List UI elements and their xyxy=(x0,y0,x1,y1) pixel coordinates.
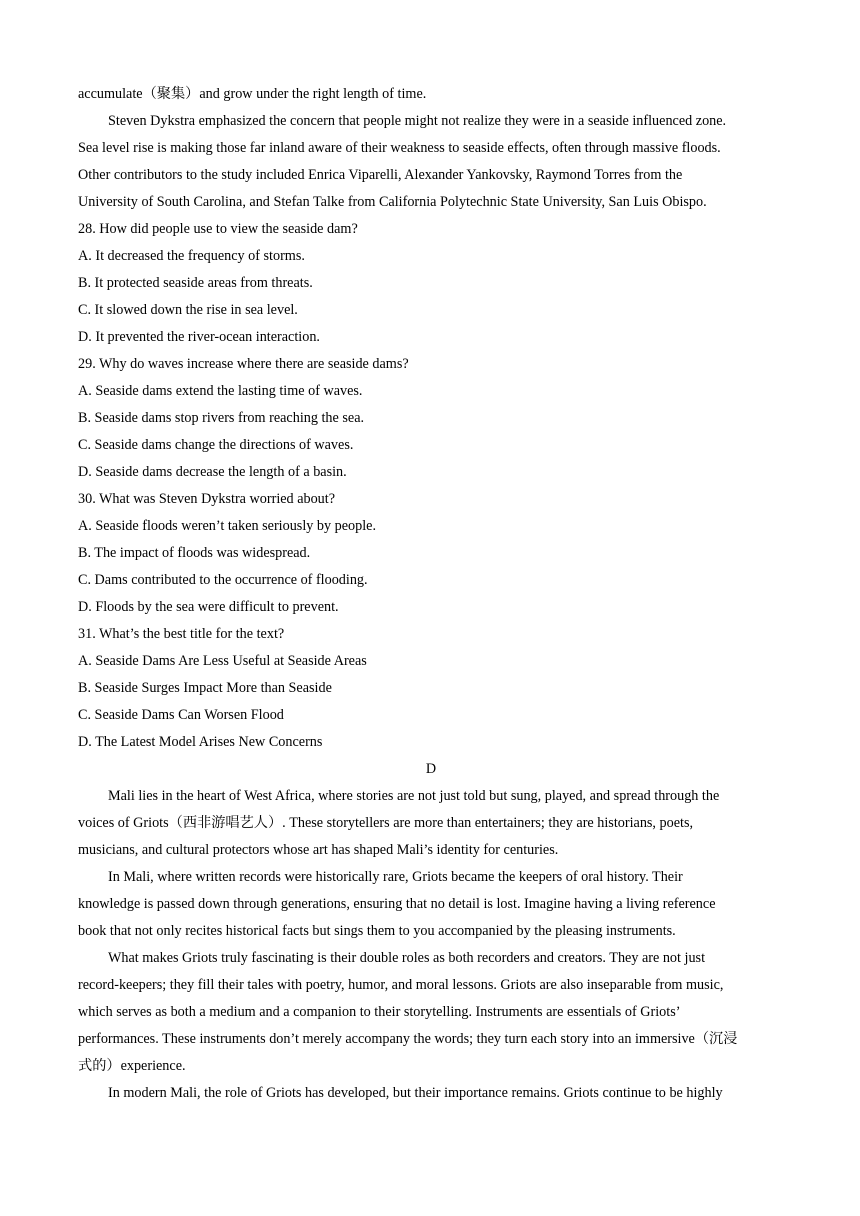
option-a: A. It decreased the frequency of storms. xyxy=(78,248,305,264)
option-b: B. Seaside dams stop rivers from reaching the sea. xyxy=(78,410,365,426)
option-d: D. Floods by the sea were difficult to prevent. xyxy=(78,599,339,615)
passage-d-paragraph-1 xyxy=(78,783,784,864)
paragraph-line: book that not only recites historical facts but sings them to you accompanied by the pleasing instruments. xyxy=(78,923,676,939)
paragraph-line: Mali lies in the heart of West Africa, where stories are not just told but sung, played, and spread through the xyxy=(108,788,720,804)
paragraph-line: 式的）experience. xyxy=(78,1058,186,1074)
paragraph-line: In Mali, where written records were historically rare, Griots became the keepers of oral history. Their xyxy=(108,869,683,885)
paragraph-line: record-keepers; they fill their tales with poetry, humor, and moral lessons. Griots are also inseparable from music, xyxy=(78,977,724,993)
option-b: B. It protected seaside areas from threats. xyxy=(78,275,313,291)
paragraph-line: Other contributors to the study included Enrica Viparelli, Alexander Yankovsky, Raymond Torres from the xyxy=(78,167,683,183)
passage-c-paragraph xyxy=(78,108,784,216)
paragraph-line: What makes Griots truly fascinating is their double roles as both recorders and creators. They are not just xyxy=(108,950,706,966)
option-b: B. Seaside Surges Impact More than Seaside xyxy=(78,680,332,696)
paragraph-line: musicians, and cultural protectors whose art has shaped Mali’s identity for centuries. xyxy=(78,842,559,858)
paragraph-line: voices of Griots（西非游唱艺人）. These storytellers are more than entertainers; they are historians, poets, xyxy=(78,815,694,831)
question-31 xyxy=(78,621,784,756)
question-stem: 30. What was Steven Dykstra worried about? xyxy=(78,491,336,507)
paragraph-line: which serves as both a medium and a companion to their storytelling. Instruments are essentials of Griots’ xyxy=(78,1004,681,1020)
section-heading-d: D xyxy=(425,761,437,777)
paragraph-line: Steven Dykstra emphasized the concern that people might not realize they were in a seaside influenced zone. xyxy=(108,113,727,129)
option-a: A. Seaside Dams Are Less Useful at Seaside Areas xyxy=(78,653,367,669)
option-d: D. Seaside dams decrease the length of a basin. xyxy=(78,464,347,480)
option-c: C. It slowed down the rise in sea level. xyxy=(78,302,298,318)
option-c: C. Dams contributed to the occurrence of flooding. xyxy=(78,572,368,588)
paragraph-line: knowledge is passed down through generations, ensuring that no detail is lost. Imagine having a living reference xyxy=(78,896,716,912)
question-stem: 31. What’s the best title for the text? xyxy=(78,626,285,642)
paragraph-line: Sea level rise is making those far inland aware of their weakness to seaside effects, often through massive floods. xyxy=(78,140,721,156)
paragraph-line: In modern Mali, the role of Griots has developed, but their importance remains. Griots continue to be highly xyxy=(108,1085,723,1101)
question-stem: 28. How did people use to view the seaside dam? xyxy=(78,221,358,237)
option-d: D. It prevented the river-ocean interaction. xyxy=(78,329,320,345)
question-29 xyxy=(78,351,784,486)
option-c: C. Seaside dams change the directions of waves. xyxy=(78,437,354,453)
passage-c-line: accumulate（聚集）and grow under the right length of time. xyxy=(78,86,427,102)
option-c: C. Seaside Dams Can Worsen Flood xyxy=(78,707,284,723)
question-28 xyxy=(78,216,784,351)
passage-d-paragraph-2 xyxy=(78,864,784,945)
option-a: A. Seaside floods weren’t taken seriously by people. xyxy=(78,518,376,534)
document-body xyxy=(78,81,784,1107)
option-a: A. Seaside dams extend the lasting time of waves. xyxy=(78,383,363,399)
passage-d-paragraph-3 xyxy=(78,945,784,1080)
paragraph-line: performances. These instruments don’t merely accompany the words; they turn each story into an immersive（沉浸 xyxy=(78,1031,738,1047)
question-stem: 29. Why do waves increase where there are seaside dams? xyxy=(78,356,409,372)
passage-d-paragraph-4 xyxy=(78,1080,784,1107)
option-d: D. The Latest Model Arises New Concerns xyxy=(78,734,323,750)
question-30 xyxy=(78,486,784,621)
paragraph-line: University of South Carolina, and Stefan Talke from California Polytechnic State University, San Luis Obispo. xyxy=(78,194,707,210)
option-b: B. The impact of floods was widespread. xyxy=(78,545,311,561)
